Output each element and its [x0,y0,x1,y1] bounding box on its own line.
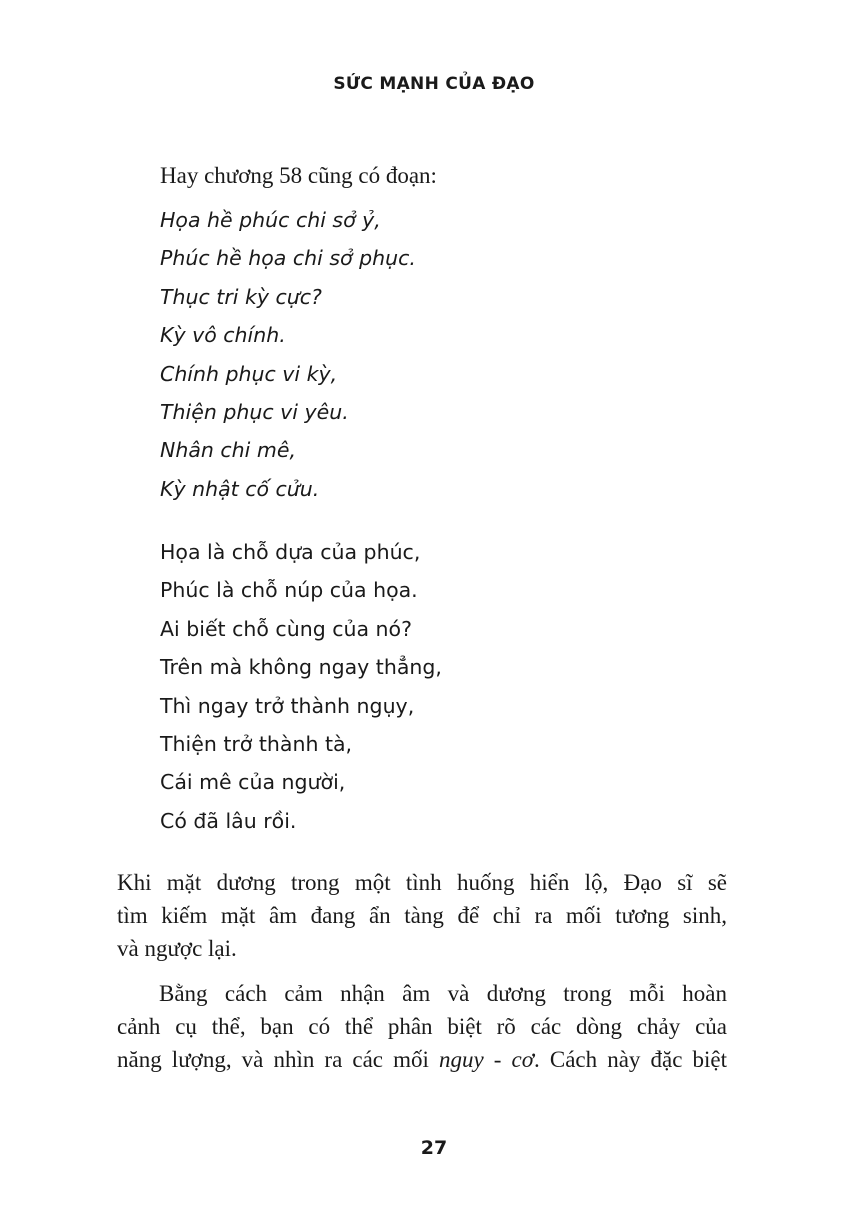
verse-line: Ai biết chỗ cùng của nó? [160,616,412,641]
verse-line: Thiện phục vi yêu. [160,399,349,424]
body-paragraph [117,866,727,965]
verse-line: Chính phục vi kỳ, [160,361,338,386]
verse-hanviet [160,201,416,508]
paragraph-line: cảnh cụ thể, bạn có thể phân biệt rõ các dòng chảy của [117,1014,727,1039]
verse-line: Họa là chỗ dựa của phúc, [160,540,421,564]
body-paragraph [117,977,727,1076]
verse-line: Có đã lâu rồi. [160,808,297,833]
text-run: . Cách này đặc biệt [534,1047,727,1072]
verse-vietnamese [160,533,442,840]
verse-line: Thiện trở thành tà, [160,731,353,756]
paragraph-line: Khi mặt dương trong một tình huống hiển lộ, Đạo sĩ sẽ [117,870,727,895]
italic-term: nguy - cơ [438,1047,535,1072]
verse-line: Phúc là chỗ núp của họa. [160,578,418,603]
page-number: 27 [420,1137,448,1159]
verse-line: Thục tri kỳ cực? [160,284,322,309]
paragraph-line: Bằng cách cảm nhận âm và dương trong mỗi hoàn [159,981,727,1006]
verse-line: Họa hề phúc chi sở ỷ, [160,208,381,232]
verse-line: Nhân chi mê, [160,438,296,463]
verse-line: Thì ngay trở thành ngụy, [160,693,415,718]
text-run: năng lượng, và nhìn ra các mối [117,1047,439,1072]
verse-line: Kỳ vô chính. [160,323,286,348]
verse-line: Phúc hề họa chi sở phục. [160,246,416,271]
verse-line: Cái mê của người, [160,770,346,795]
running-head: SỨC MẠNH CỦA ĐẠO [333,74,535,94]
paragraph-line [117,1043,727,1076]
paragraph-line: và ngược lại. [117,936,237,961]
paragraph-line: tìm kiếm mặt âm đang ẩn tàng để chỉ ra mối tương sinh, [117,903,727,928]
intro-line: Hay chương 58 cũng có đoạn: [160,163,437,188]
verse-line: Trên mà không ngay thẳng, [160,655,442,680]
verse-line: Kỳ nhật cố cửu. [160,476,320,501]
